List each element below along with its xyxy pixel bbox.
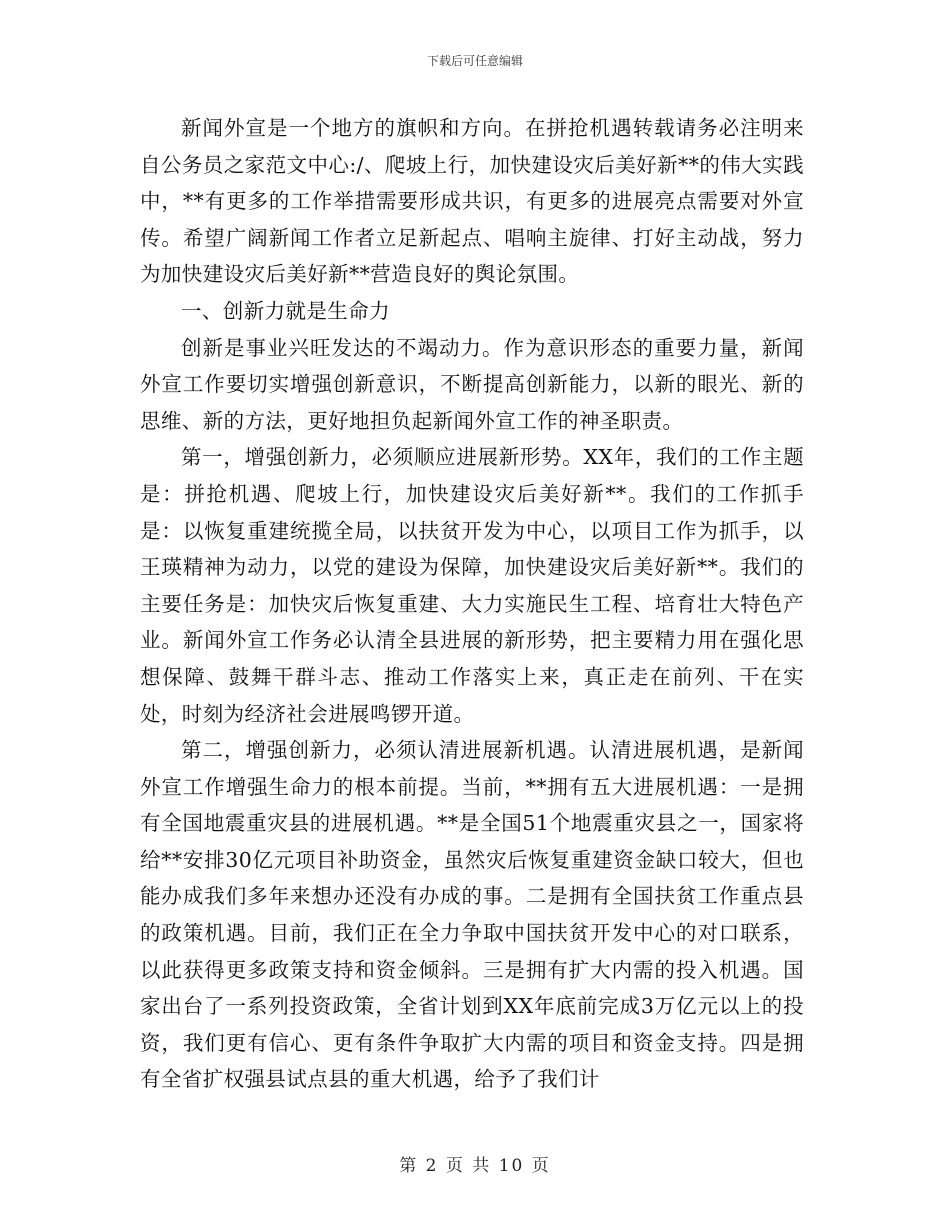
paragraph-intro: 新闻外宣是一个地方的旗帜和方向。在拼抢机遇转载请务必注明来自公务员之家范文中心:/、爬坡上行，加快建设灾后美好新**的伟大实践中，**有更多的工作举措需要形成共识，有更多的进展亮点需要对外宣传。希望广阔新闻工作者立足新起点、唱响主旋律、打好主动战，努力为加快建设灾后美好新**营造良好的舆论氛围。 — [140, 116, 804, 287]
paragraph-first-point: 第一，增强创新力，必须顺应进展新形势。XX年，我们的工作主题是：拼抢机遇、爬坡上行，加快建设灾后美好新**。我们的工作抓手是：以恢复重建统揽全局，以扶贫开发为中心，以项目工作为抓手，以王瑛精神为动力，以党的建设为保障，加快建设灾后美好新**。我们的主要任务是：加快灾后恢复重建、大力实施民生工程、培育壮大特色产业。新闻外宣工作务必认清全县进展的新形势，把主要精力用在强化思想保障、鼓舞干群斗志、推动工作落实上来，真正走在前列、干在实处，时刻为经济社会进展鸣锣开道。 — [140, 445, 804, 726]
paragraph-second-point: 第二，增强创新力，必须认清进展新机遇。认清进展机遇，是新闻外宣工作增强生命力的根本前提。当前，**拥有五大进展机遇：一是拥有全国地震重灾县的进展机遇。**是全国51个地震重灾县之一，国家将给**安排30亿元项目补助资金，虽然灾后恢复重建资金缺口较大，但也能办成我们多年来想办还没有办成的事。二是拥有全国扶贫工作重点县的政策机遇。目前，我们正在全力争取中国扶贫开发中心的对口联系，以此获得更多政策支持和资金倾斜。三是拥有扩大内需的投入机遇。国家出台了一系列投资政策，全省计划到XX年底前完成3万亿元以上的投资，我们更有信心、更有条件争取扩大内需的项目和资金支持。四是拥有全省扩权强县试点县的重大机遇，给予了我们计 — [140, 738, 804, 1092]
section-heading: 一、创新力就是生命力 — [181, 298, 390, 323]
document-body — [140, 110, 804, 1098]
page-number-footer: 第 2 页 共 10 页 — [399, 1156, 551, 1176]
page-header: 下载后可任意编辑 — [426, 54, 523, 68]
paragraph-innovation: 创新是事业兴旺发达的不竭动力。作为意识形态的重要力量，新闻外宣工作要切实增强创新意识，不断提高创新能力，以新的眼光、新的思维、新的方法，更好地担负起新闻外宣工作的神圣职责。 — [140, 335, 804, 433]
